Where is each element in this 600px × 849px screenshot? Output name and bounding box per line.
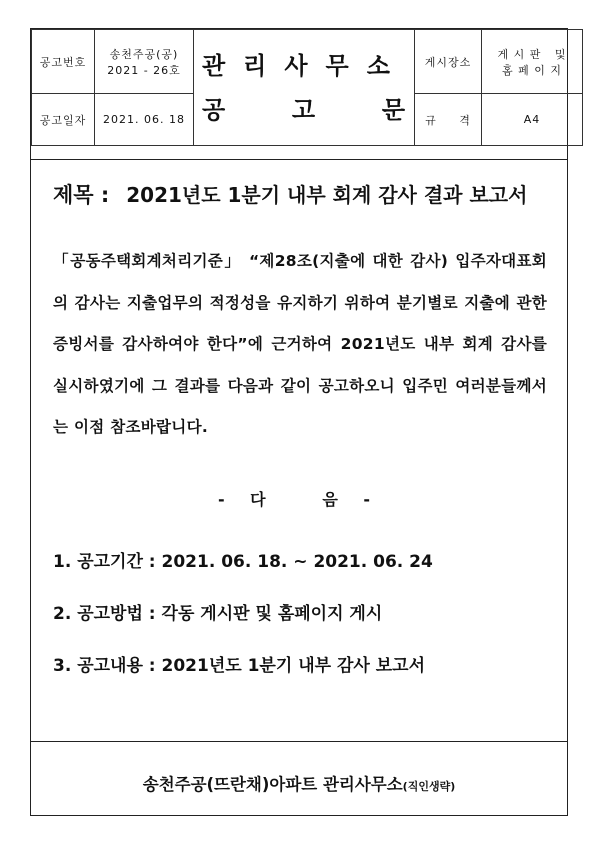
header-table: [31, 29, 583, 146]
notice-date-label: 공고일자: [32, 94, 95, 146]
body-paragraph: 「공동주택회계처리기준」 “제28조(지출에 대한 감사) 입주자대표회의 감사는 지출업무의 적정성을 유지하기 위하여 분기별로 지출에 관한 증빙서를 감사하여야 한다”에 근거하여 2021년도 내부 회계 감사를 실시하였기에 그 결과를 다음과 같이 공고하오니 입주민 여러분들께서는 이점 참조바랍니다.: [53, 252, 547, 436]
post-place-value: 게 시 판 및 홈 페 이 지: [482, 30, 583, 94]
list-item: 2. 공고방법 : 각동 게시판 및 홈페이지 게시: [53, 604, 383, 624]
notice-number-label: 공고번호: [32, 30, 95, 94]
notice-number-value: 송천주공(공) 2021 - 26호: [95, 30, 194, 94]
list-item: 3. 공고내용 : 2021년도 1분기 내부 감사 보고서: [53, 656, 425, 676]
subject-label: 제목 :: [53, 183, 110, 207]
subject-line: [53, 179, 527, 209]
subject-text: 2021년도 1분기 내부 회계 감사 결과 보고서: [126, 183, 528, 207]
title-office: 관리사무소: [202, 51, 408, 80]
notice-date-value: 2021. 06. 18: [95, 94, 194, 146]
spec-label: 규 격: [415, 94, 482, 146]
footer: [31, 771, 567, 795]
footer-org: 송천주공(뜨란채)아파트 관리사무소: [142, 775, 403, 794]
divider-bottom: [31, 741, 567, 742]
post-place-label: 게시장소: [415, 30, 482, 94]
spec-value: A4: [482, 94, 583, 146]
footer-seal-note: (직인생략): [402, 780, 456, 793]
divider-top: [31, 159, 567, 160]
document-title: [194, 30, 415, 146]
center-title: - 다 음 -: [217, 490, 381, 509]
list-item: 1. 공고기간 : 2021. 06. 18. ~ 2021. 06. 24: [53, 552, 433, 572]
title-notice: 공 고 문: [202, 95, 406, 124]
notice-document: [30, 28, 568, 816]
